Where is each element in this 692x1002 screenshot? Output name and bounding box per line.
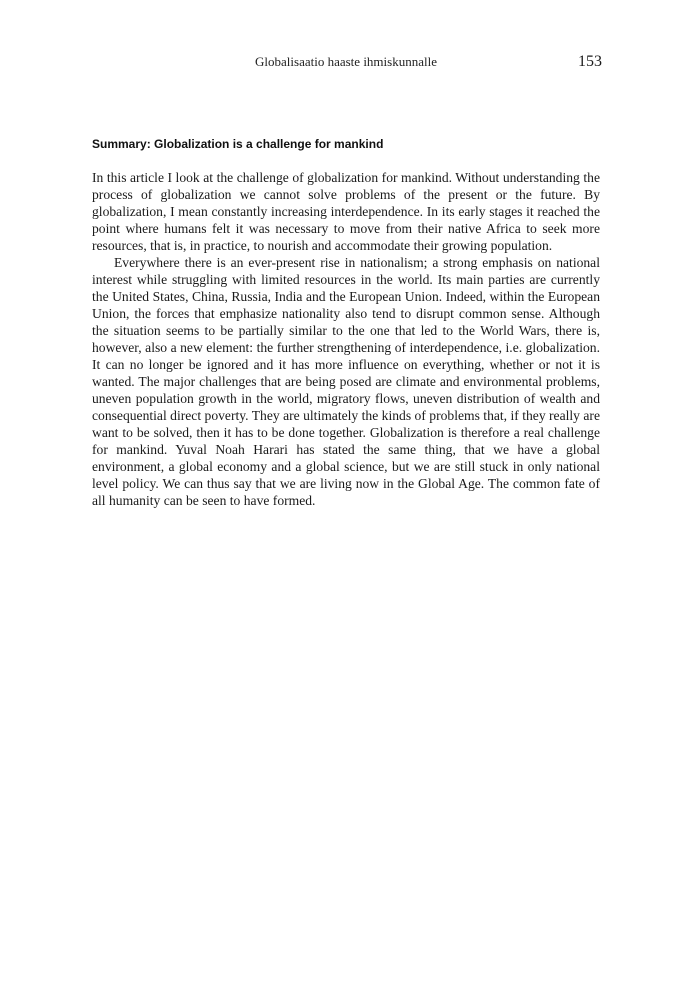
summary-paragraph-2: Everywhere there is an ever-present rise in nationalism; a strong emphasis on national interest while struggling with limited resources in the world. Its main parties are currently the United States, China, Russia, India and the European Union. Indeed, within the European Union, the forces that emphasize nationality also tend to disrupt common sense. Although the situation seems to be partially similar to the one that led to the World Wars, there is, however, also a new element: the further strengthening of interdependence, i.e. globalization. It can no longer be ignored and it has more influence on everything, whether or not it is wanted. The major challenges that are being posed are climate and environmental problems, uneven population growth in the world, migratory flows, uneven distribution of wealth and consequential direct poverty. They are ultimately the kinds of problems that, if they really are want to be solved, then it has to be done together. Globalization is therefore a real challenge for mankind. Yuval Noah Harari has stated the same thing, that we have a global environment, a global economy and a global science, but we are still stuck in only national level policy. We can thus say that we are living now in the Global Age. The common fate of all humanity can be seen to have formed.: [92, 255, 600, 508]
running-header: [0, 53, 692, 73]
running-title: Globalisaatio haaste ihmiskunnalle: [255, 54, 437, 69]
summary-paragraph-1: In this article I look at the challenge of globalization for mankind. Without understanding the process of globalization we cannot solve problems of the present or the future. By globalization, I mean constantly increasing interdependence. In its early stages it reached the point where humans felt it was necessary to move from their native Africa to seek more resources, that is, in practice, to nourish and accommodate their growing population.: [92, 170, 600, 253]
summary-body: [92, 169, 600, 509]
summary-heading: Summary: Globalization is a challenge for mankind: [92, 137, 384, 151]
page-number: 153: [578, 53, 602, 70]
